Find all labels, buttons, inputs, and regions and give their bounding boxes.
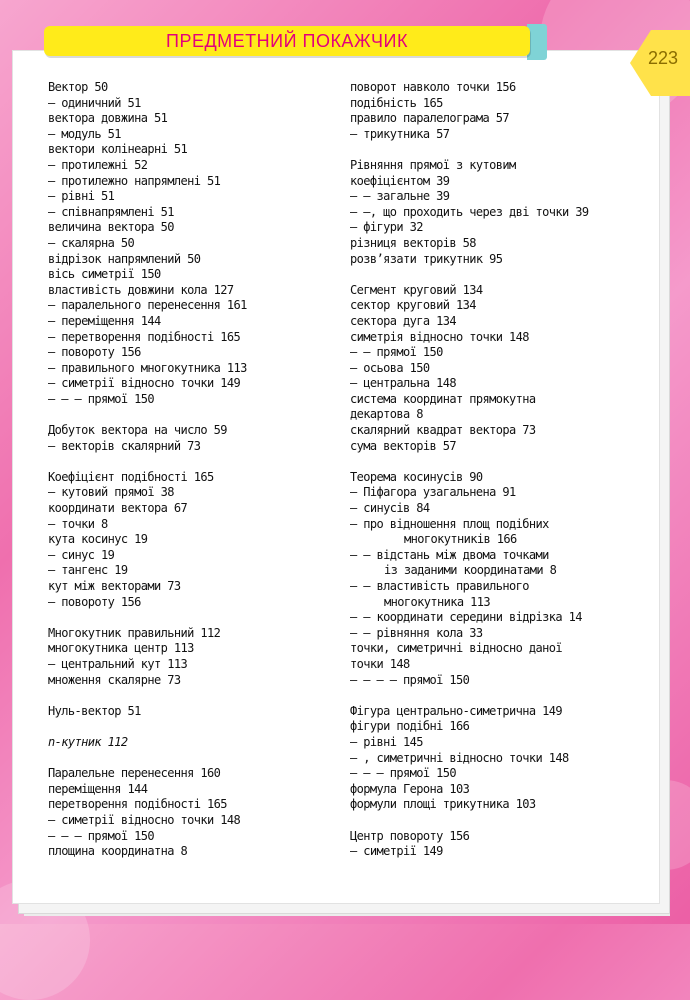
index-entry: — модуль 51 (48, 126, 121, 141)
index-entry: формули площі трикутника 103 (350, 797, 536, 812)
index-entry: Фігура центрально-симетрична 149 (350, 703, 562, 718)
index-entry: — рівні 145 (350, 734, 423, 749)
index-entry: із заданими координатами 8 (384, 563, 557, 578)
index-entry: — повороту 156 (48, 594, 141, 609)
index-entry: — правильного многокутника 113 (48, 360, 247, 375)
index-entry: — центральна 148 (350, 376, 456, 391)
entry-gap (350, 688, 650, 704)
index-entry: — — — прямої 150 (350, 766, 456, 781)
entry-gap (48, 688, 338, 704)
index-entry: многокутників 166 (404, 532, 517, 547)
index-entry: — тангенс 19 (48, 563, 128, 578)
entry-gap (48, 454, 338, 470)
index-entry: фігури подібні 166 (350, 719, 470, 734)
index-entry: система координат прямокутна (350, 391, 536, 406)
index-entry: — переміщення 144 (48, 313, 161, 328)
index-entry: подібність 165 (350, 95, 443, 110)
page-number: 223 (648, 48, 679, 68)
index-entry: — осьова 150 (350, 360, 430, 375)
index-entry: поворот навколо точки 156 (350, 80, 516, 94)
index-entry: — про відношення площ подібних (350, 516, 549, 531)
index-entry: — векторів скалярний 73 (48, 438, 201, 453)
index-entry: множення скалярне 73 (48, 672, 181, 687)
title-tab (527, 24, 547, 60)
index-entry: — центральний кут 113 (48, 656, 188, 671)
index-entry: формула Герона 103 (350, 781, 470, 796)
index-entry: Паралельне перенесення 160 (48, 766, 221, 781)
index-entry: — — — прямої 150 (48, 828, 154, 843)
index-entry: — скалярна 50 (48, 235, 135, 250)
index-entry: — трикутника 57 (350, 126, 450, 141)
index-entry: сектора дуга 134 (350, 313, 456, 328)
index-entry: — , симетричні відносно точки 148 (350, 750, 569, 765)
index-entry: точки 148 (350, 656, 410, 671)
index-entry: — — загальне 39 (350, 189, 450, 204)
index-entry: скалярний квадрат вектора 73 (350, 423, 536, 438)
entry-gap (350, 142, 650, 158)
index-entry: — — відстань між двома точками (350, 547, 549, 562)
index-entry: Добуток вектора на число 59 (48, 423, 227, 438)
index-entry: перетворення подібності 165 (48, 797, 227, 812)
index-entry: — точки 8 (48, 516, 108, 531)
index-entry: властивість довжини кола 127 (48, 282, 234, 297)
index-entry: — протилежно напрямлені 51 (48, 173, 221, 188)
entry-gap (48, 407, 338, 423)
index-entry: вісь симетрії 150 (48, 267, 161, 282)
index-entry: — — прямої 150 (350, 345, 443, 360)
index-entry: — симетрії відносно точки 149 (48, 376, 241, 391)
index-entry: — — — прямої 150 (48, 391, 154, 406)
index-entry: — рівні 51 (48, 189, 115, 204)
index-column-right (350, 80, 650, 860)
index-entry: симетрія відносно точки 148 (350, 329, 529, 344)
index-entry: — — координати середини відрізка 14 (350, 610, 582, 625)
index-entry: — синус 19 (48, 547, 115, 562)
index-entry: Теорема косинусів 90 (350, 469, 483, 484)
index-entry: — синусів 84 (350, 501, 430, 516)
index-entry: — — рівняння кола 33 (350, 625, 483, 640)
index-entry: Рівняння прямої з кутовим (350, 157, 516, 172)
index-entry: точки, симетричні відносно даної (350, 641, 562, 656)
index-entry: многокутника 113 (384, 594, 490, 609)
index-entry: — симетрії відносно точки 148 (48, 812, 241, 827)
index-entry: — кутовий прямої 38 (48, 485, 174, 500)
index-entry: Коефіцієнт подібності 165 (48, 469, 214, 484)
index-entry: вектори колінеарні 51 (48, 142, 188, 157)
index-entry: — — властивість правильного (350, 579, 529, 593)
index-entry: координати вектора 67 (48, 501, 188, 516)
index-entry: декартова 8 (350, 407, 423, 422)
index-entry: коефіцієнтом 39 (350, 173, 450, 188)
index-entry: площина координатна 8 (48, 844, 188, 859)
index-entry: кута косинус 19 (48, 532, 148, 547)
index-entry: многокутника центр 113 (48, 641, 194, 656)
index-entry: — Піфагора узагальнена 91 (350, 485, 516, 500)
index-entry: величина вектора 50 (48, 220, 174, 235)
index-entry: відрізок напрямлений 50 (48, 251, 201, 266)
page-title: ПРЕДМЕТНИЙ ПОКАЖЧИК (166, 30, 408, 51)
index-entry: правило паралелограма 57 (350, 111, 509, 126)
entry-gap (350, 267, 650, 283)
index-entry: переміщення 144 (48, 781, 148, 796)
index-entry: — фігури 32 (350, 220, 423, 235)
index-entry: — паралельного перенесення 161 (48, 298, 247, 313)
index-entry: вектора довжина 51 (48, 111, 168, 126)
index-column-left (48, 80, 338, 860)
entry-gap (350, 454, 650, 470)
index-entry: Сегмент круговий 134 (350, 282, 483, 297)
index-entry: — перетворення подібності 165 (48, 329, 241, 344)
title-bar (44, 26, 530, 56)
index-entry: сектор круговий 134 (350, 298, 476, 313)
index-entry: — повороту 156 (48, 345, 141, 360)
index-entry: Нуль-вектор 51 (48, 703, 141, 718)
index-entry: — симетрії 149 (350, 844, 443, 859)
index-entry: різниця векторів 58 (350, 235, 476, 250)
index-entry: сума векторів 57 (350, 438, 456, 453)
index-entry: Вектор 50 (48, 80, 108, 94)
index-entry: — протилежні 52 (48, 157, 148, 172)
index-entry: — співнапрямлені 51 (48, 204, 174, 219)
index-entry: — —, що проходить через дві точки 39 (350, 204, 589, 219)
index-entry: — одиничний 51 (48, 95, 141, 110)
index-entry: кут між векторами 73 (48, 579, 181, 593)
index-entry: Центр повороту 156 (350, 828, 470, 843)
index-entry: n-кутник 112 (48, 734, 128, 749)
entry-gap (48, 751, 338, 767)
index-entry: розв’язати трикутник 95 (350, 251, 503, 266)
index-entry: Многокутник правильний 112 (48, 625, 221, 640)
entry-gap (48, 719, 338, 735)
index-entry: — — — — прямої 150 (350, 672, 470, 687)
entry-gap (350, 813, 650, 829)
entry-gap (48, 610, 338, 626)
